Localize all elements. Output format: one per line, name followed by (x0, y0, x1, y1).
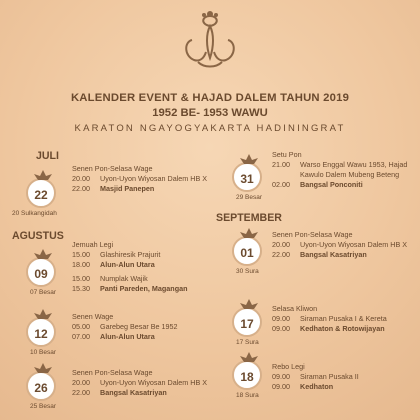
event-time: 09.00 (272, 324, 290, 333)
day-number: 09 (34, 267, 48, 281)
day-number: 01 (240, 246, 254, 260)
event-block (72, 164, 212, 194)
event-time: 15.00 (72, 250, 90, 259)
event-text: Uyon-Uyon Wiyosan Dalem HB X (100, 378, 208, 387)
month-agustus: AGUSTUS (12, 230, 64, 242)
day-subtitle: 25 Besar (30, 403, 57, 410)
event-time: 02.00 (272, 180, 290, 189)
event-location: Masjid Panepen (100, 184, 155, 193)
event-location: Bangsal Kasatriyan (100, 388, 167, 397)
day-subtitle: 30 Sura (236, 268, 259, 275)
day-number: 26 (34, 381, 48, 395)
event-text: Numplak Wajik (100, 274, 148, 283)
event-time: 05.00 (72, 322, 90, 331)
event-location: Kedhaton (300, 382, 334, 391)
event-title: Setu Pon (272, 150, 302, 159)
poster-subtitle: 1952 BE- 1953 WAWU (152, 107, 268, 119)
day-number: 22 (34, 188, 48, 202)
day-badge (232, 162, 262, 192)
day-number: 12 (34, 327, 48, 341)
event-text: Uyon-Uyon Wiyosan Dalem HB X (300, 240, 408, 249)
event-time: 22.00 (272, 250, 290, 259)
wing-crest-icon (34, 170, 52, 180)
event-location: Panti Pareden, Magangan (100, 284, 188, 293)
month-september: SEPTEMBER (216, 212, 282, 224)
event-title: Senen Wage (72, 312, 114, 321)
day-badge (26, 371, 56, 401)
wing-crest-icon (240, 352, 258, 362)
event-location: Kedhaton & Rotowijayan (300, 324, 385, 333)
wing-crest-icon (34, 249, 52, 259)
event-time: 21.00 (272, 160, 290, 169)
day-number: 17 (240, 317, 254, 331)
event-time: 20.00 (72, 378, 90, 387)
event-time: 15.30 (72, 284, 90, 293)
event-text: Warso Enggal Wawu 1953, Hajad Kawulo Dalem Mubeng Beteng (300, 160, 408, 179)
day-badge (232, 307, 262, 337)
event-block (272, 362, 414, 392)
day-subtitle: 17 Sura (236, 339, 259, 346)
event-block (72, 368, 222, 398)
wing-crest-icon (240, 154, 258, 164)
event-time: 09.00 (272, 382, 290, 391)
wing-crest-icon (34, 309, 52, 319)
event-title: Selasa Kliwon (272, 304, 318, 313)
day-subtitle: 29 Besar (236, 194, 263, 201)
event-time: 20.00 (72, 174, 90, 183)
event-title: Rebo Legi (272, 362, 305, 371)
event-location: Bangsal Ponconiti (300, 180, 363, 189)
day-number: 18 (240, 370, 254, 384)
event-title: Jemuah Legi (72, 240, 114, 249)
event-title: Senen Pon-Selasa Wage (72, 368, 153, 377)
event-text: Siraman Pusaka II (300, 372, 359, 381)
event-title: Senen Pon-Selasa Wage (72, 164, 153, 173)
event-time: 09.00 (272, 314, 290, 323)
wing-crest-icon (240, 299, 258, 309)
month-juli: JULI (36, 150, 59, 162)
day-number: 31 (240, 172, 254, 186)
event-block (272, 150, 414, 190)
poster-title: KALENDER EVENT & HAJAD DALEM TAHUN 2019 (70, 92, 350, 104)
day-subtitle: 07 Besar (30, 289, 57, 296)
royal-emblem-icon (182, 6, 238, 78)
day-badge (232, 360, 262, 390)
day-badge (26, 317, 56, 347)
event-location: Alun-Alun Utara (100, 332, 155, 341)
event-time: 20.00 (272, 240, 290, 249)
day-subtitle: 18 Sura (236, 392, 259, 399)
event-location: Bangsal Kasatriyan (300, 250, 367, 259)
event-block (272, 304, 414, 334)
event-text: Uyon-Uyon Wiyosan Dalem HB X (100, 174, 208, 183)
event-time: 22.00 (72, 184, 90, 193)
event-time: 15.00 (72, 274, 90, 283)
event-title: Senen Pon-Selasa Wage (272, 230, 353, 239)
event-time: 07.00 (72, 332, 90, 341)
event-time: 18.00 (72, 260, 90, 269)
day-subtitle: 20 Sulkangidah (12, 210, 57, 217)
event-text: Glashiresik Prajurit (100, 250, 161, 259)
event-text: Siraman Pusaka I & Kereta (300, 314, 387, 323)
event-text: Garebeg Besar Be 1952 (100, 322, 178, 331)
event-block (72, 312, 212, 342)
event-time: 09.00 (272, 372, 290, 381)
day-badge (26, 257, 56, 287)
day-badge (26, 178, 56, 208)
event-time: 22.00 (72, 388, 90, 397)
poster-organization: KARATON NGAYOGYAKARTA HADININGRAT (74, 123, 346, 134)
event-location: Alun-Alun Utara (100, 260, 155, 269)
day-badge (232, 236, 262, 266)
wing-crest-icon (240, 228, 258, 238)
event-block (72, 240, 212, 294)
wing-crest-icon (34, 363, 52, 373)
day-subtitle: 10 Besar (30, 349, 57, 356)
event-block (272, 230, 414, 260)
